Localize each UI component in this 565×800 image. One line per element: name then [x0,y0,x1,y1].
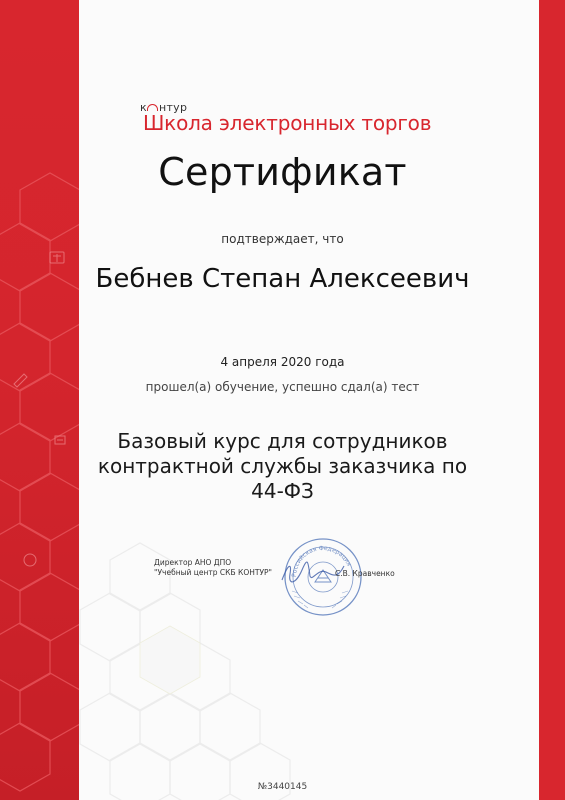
recipient-name: Бебнев Степан Алексеевич [95,264,470,294]
stamp-text: Российская Федерация [290,544,353,578]
director-line-2: "Учебный центр СКБ КОНТУР" [154,568,272,577]
passed-text: прошел(а) обучение, успешно сдал(а) тест [145,380,420,394]
certificate-number: №3440145 [257,782,308,792]
certificate-title: Сертификат [158,150,407,194]
director-title [154,558,272,578]
signer-name: С.В. Кравченко [335,569,395,578]
left-decorative-band [0,0,79,800]
course-title: Базовый курс для сотрудников контрактной службы заказчика по 44-ФЗ [97,429,468,503]
director-line-1: Директор АНО ДПО [154,558,232,567]
right-decorative-band [539,0,565,800]
kontur-logo-icon: к нтур [140,101,188,114]
school-name: Школа электронных торгов [143,111,432,135]
left-band-pattern [0,0,79,800]
certificate-date: 4 апреля 2020 года [220,355,345,369]
confirms-text: подтверждает, что [221,232,344,246]
